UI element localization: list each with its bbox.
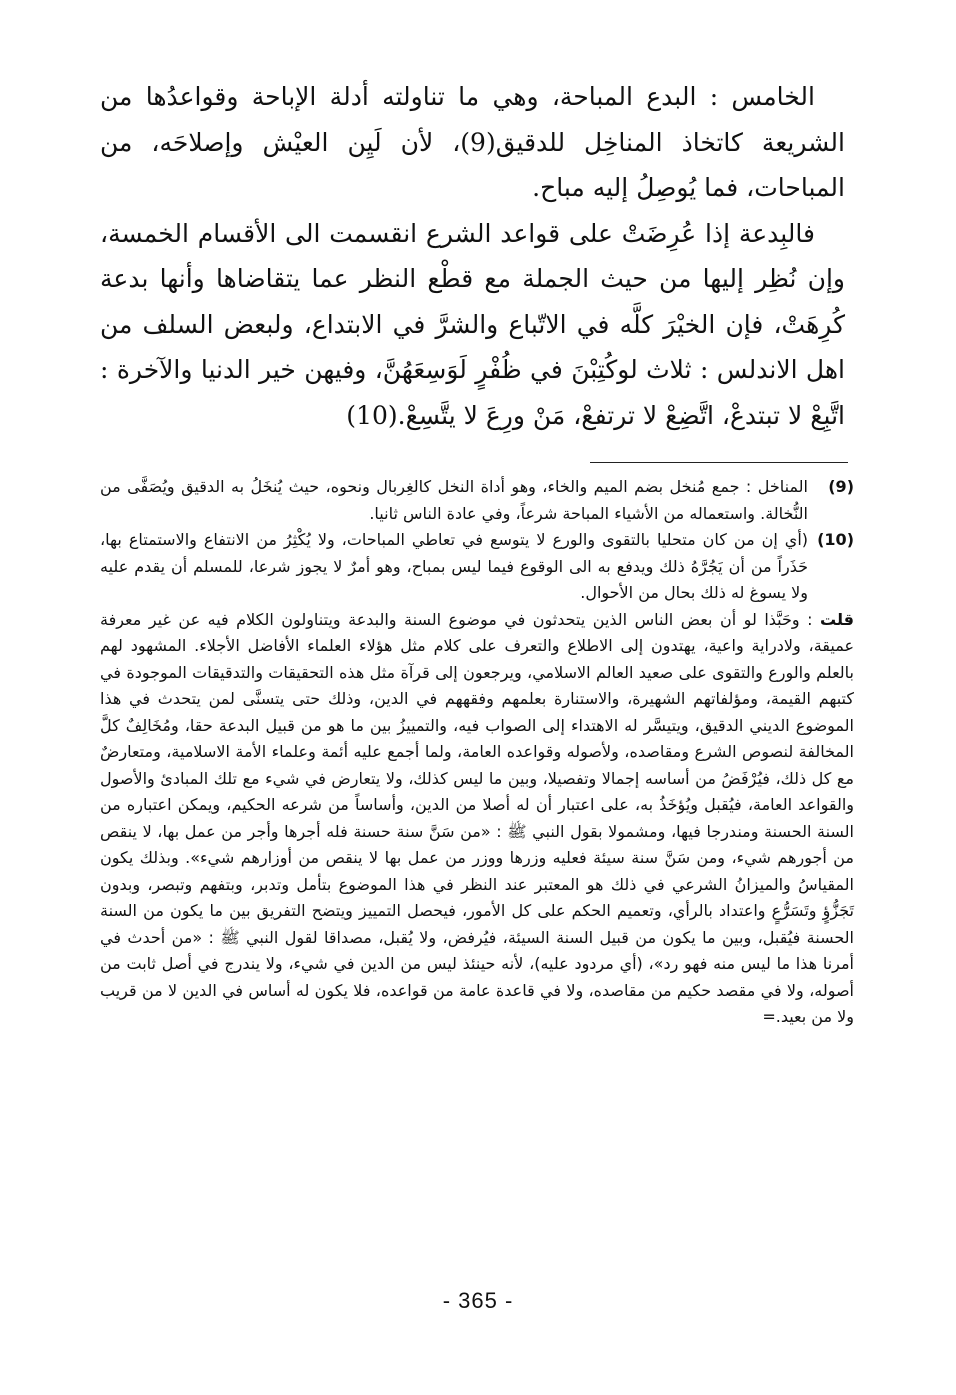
main-text: [100, 74, 845, 438]
commentary-text: : وحَبَّذا لو أن بعض الناس الذين يتحدثون في موضوع السنة والبدعة ويتناولون الكلام فيه عن غير معرفة عميقة، ولادراية واعية، يهتدون إلى الاطلاع والتعرف على كلام مثل هؤلاء العلماء الأفاضل الأجلاء. المشهود لهم بالعلم والورع والتقوى على صعيد العالم الاسلامي، ويرجعون إلى قرآة مثل هذه التحقيقات والتدقيقات الموجودة في كتبهم القيمة، ومؤلفاتهم الشهيرة، والاستنارة بعلمهم وفقههم في الدين، وذلك حتى يتسنَّى لمن يتحدث في هذا الموضوع الديني الدقيق، ويتيسَّر له الاهتداء إلى الصواب فيه، والتمييزُ بين ما هو من قبيل البدعة حقا، ومُخَالِفٌ كلَّ المخالفة لنصوص الشرع ومقاصده، ولأصوله وقواعده العامة، ولما أجمع عليه أئمة وعلماء الأمة الاسلامية، ومتعارضٌ مع كل ذلك، فيُرْفَضُ من أساسه إجمالا وتفصيلا، وبين ما ليس كذلك، ولا يتعارض في شيء مع تلك المبادئ والأصول والقواعد العامة، فيُقبل ويُؤخَذُ به، على اعتبار أن له أصلا من الدين، وأساساً من شرعه الحكيم، ويمكن اعتباره من السنة الحسنة ومندرجا فيها، ومشمولا بقول النبي ﷺ : «من سَنَّ سنة حسنة فله أجرها وأجر من عمل بها، لا ينقص من أجورهم شيء، ومن سَنَّ سنة سيئة فعليه وزرها ووزر من عمل بها لا ينقص من أوزارهم شيء». وبذلك يكون المقياسُ والميزانُ الشرعي في ذلك هو المعتبر عند النظر في هذا الموضوع بتأمل وتدبر، وبتفهم وتبصر، وبدون تَجَزُّؤٍ وتَسَرُّعٍ واعتداد بالرأي، وتعميم الحكم على كل الأمور، فيحصل التمييز ويتضح التفريق بين ما يكون من السنة الحسنة فيُقبل، وبين ما يكون من قبيل السنة السيئة، فيُرفض، ولا يُقبل، مصداقا لقول النبي ﷺ : «من أحدث في أمرنا هذا ما ليس منه فهو رد»، (أي مردود عليه)، لأنه حينئذ ليس من الدين في شيء، ولا يندرج في أصل ثابت من أصوله، ولا في مقصد حكيم من مقاصده، ولا في قاعدة عامة من قواعده، فلا يكون له أساس في الدين لا من قريب ولا من بعيد.=: [100, 609, 854, 1026]
page-number: - 365 -: [442, 1288, 514, 1313]
footnote-9: [100, 474, 854, 527]
footnote-text: (أي إن من كان متحليا بالتقوى والورع لا يتوسع في تعاطي المباحات، ولا يُكْثِرُ من الانتفاع والاستمتاع بها، حَذَراً من أن يَجُرَّهُ ذلك ويدفع به الى الوقوع فيما ليس بمباح، وهو أمرٌ لا يجوز شرعا، للمسلم أن يقدم عليه ولا يسوغ له ذلك بحال من الأحوال.: [100, 530, 808, 602]
commentary: [100, 607, 854, 1031]
footnote-divider: [590, 462, 848, 463]
main-paragraph-1: الخامس : البدع المباحة، وهي ما تناولته أدلة الإباحة وقواعدُها من الشريعة كاتخاذ المناخِل للدقيق(9)، لأن لَيِن العيْش وإصلاحَه، من المباحات، فما يُوصِلُ إليه مباح.: [100, 82, 845, 202]
footnote-text: المناخل : جمع مُنخل بضم الميم والخاء، وهو أداة النخل كالغِربال ونحوه، حيث يُنخَلُ به الدقيق ويُصَفَّى من النُّخالة. واستعماله من الأشياء المباحة شرعاً، وفي عادة الناس ثانيا.: [100, 477, 808, 523]
footnotes: [100, 474, 854, 1031]
footnote-10: [100, 527, 854, 607]
main-paragraph-2: فالبِدعة إذا عُرِضَتْ على قواعد الشرع انقسمت الى الأقسام الخمسة، وإن نُظِر إليها من حيث الجملة مع قطْع النظر عما يتقاضاها وأنها بدعة كُرِهَتْ، فإن الخيْرَ كلَّه في الاتّباع والشرَّ في الابتداع، ولبعض السلف من اهل الاندلس : ثلاث لوكُتِبْنَ في ظُفْرٍ لَوَسِعَهُنَّ، وفيهن خير الدنيا والآخرة : اتَّبِعْ لا تبتدعْ، اتَّضِعْ لا ترتفعْ، مَنْ ورِعَ لا يتَّسِعْ.(10): [100, 218, 845, 430]
commentary-label: قلت: [820, 609, 854, 629]
footnote-number: (10): [817, 530, 854, 549]
footnote-number: (9): [828, 477, 854, 496]
